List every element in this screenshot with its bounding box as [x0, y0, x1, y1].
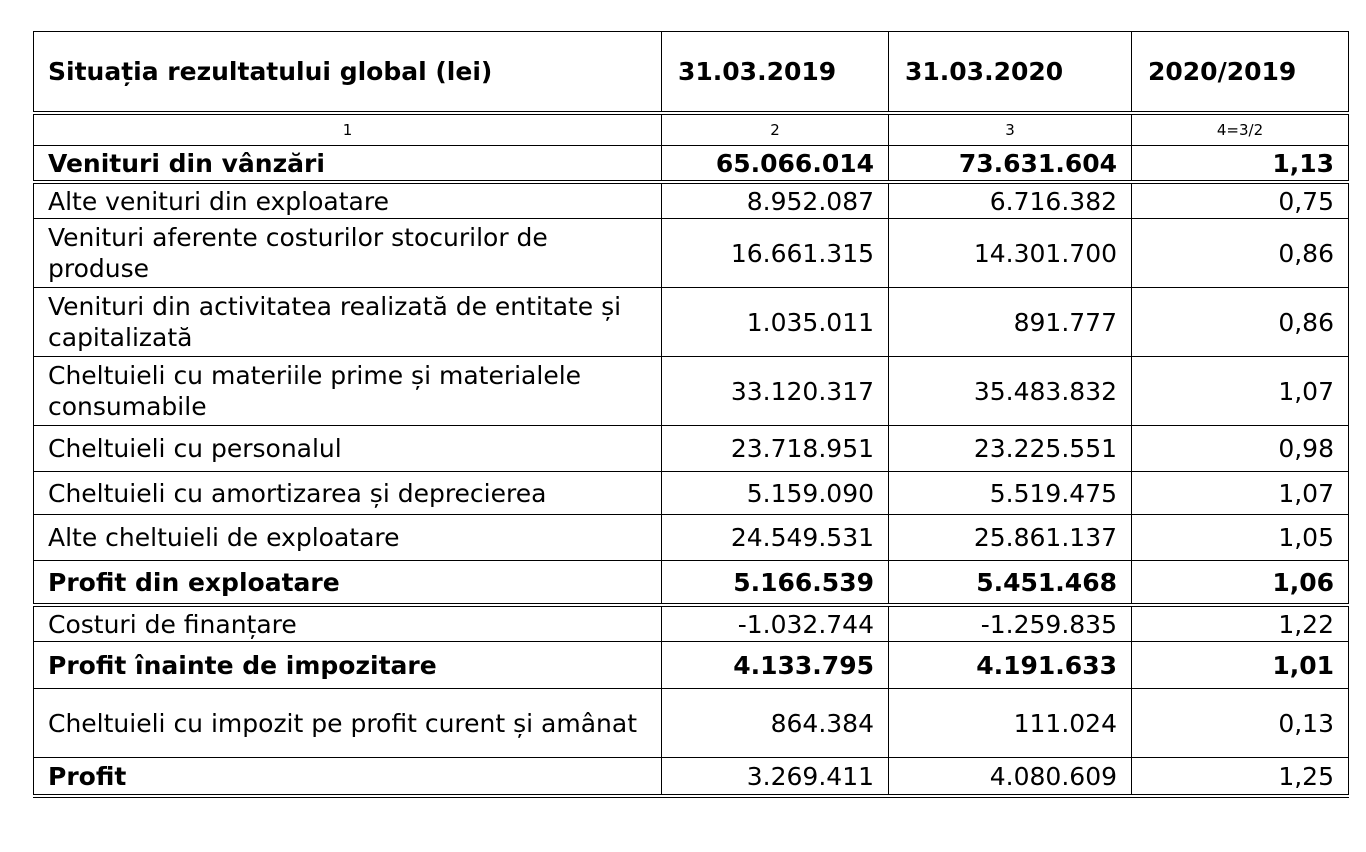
header-title: Situația rezultatului global (lei): [34, 32, 662, 114]
value-ratio: 0,98: [1132, 426, 1349, 472]
value-2020: 6.716.382: [889, 182, 1132, 219]
value-ratio: 0,13: [1132, 689, 1349, 758]
row-label: Venituri din activitatea realizată de entitate și capitalizată: [34, 288, 662, 357]
value-2019: 65.066.014: [662, 146, 889, 183]
value-2020: 5.519.475: [889, 472, 1132, 515]
value-2020: 73.631.604: [889, 146, 1132, 183]
row-label: Profit: [34, 758, 662, 797]
table-row: [34, 146, 1349, 183]
value-ratio: 1,01: [1132, 642, 1349, 689]
value-2019: 33.120.317: [662, 357, 889, 426]
header-2019: 31.03.2019: [662, 32, 889, 114]
value-ratio: 1,05: [1132, 515, 1349, 561]
table-row: [34, 472, 1349, 515]
row-label: Alte venituri din exploatare: [34, 182, 662, 219]
column-index-4: 4=3/2: [1132, 113, 1349, 146]
column-index-2: 2: [662, 113, 889, 146]
value-ratio: 0,86: [1132, 219, 1349, 288]
value-2019: 5.166.539: [662, 561, 889, 606]
header-row: [34, 32, 1349, 114]
value-ratio: 0,75: [1132, 182, 1349, 219]
value-2020: 14.301.700: [889, 219, 1132, 288]
header-ratio: 2020/2019: [1132, 32, 1349, 114]
value-2019: 1.035.011: [662, 288, 889, 357]
table-row: [34, 219, 1349, 288]
value-ratio: 1,13: [1132, 146, 1349, 183]
table-row: [34, 561, 1349, 606]
row-label: Costuri de finanțare: [34, 605, 662, 642]
table-row: [34, 357, 1349, 426]
table-row: [34, 182, 1349, 219]
table-row: [34, 605, 1349, 642]
value-2020: -1.259.835: [889, 605, 1132, 642]
value-2019: 4.133.795: [662, 642, 889, 689]
row-label: Profit înainte de impozitare: [34, 642, 662, 689]
value-2019: 16.661.315: [662, 219, 889, 288]
value-2019: -1.032.744: [662, 605, 889, 642]
header-2020: 31.03.2020: [889, 32, 1132, 114]
value-2020: 25.861.137: [889, 515, 1132, 561]
row-label: Alte cheltuieli de exploatare: [34, 515, 662, 561]
value-2020: 23.225.551: [889, 426, 1132, 472]
row-label: Cheltuieli cu amortizarea și deprecierea: [34, 472, 662, 515]
column-index-1: 1: [34, 113, 662, 146]
value-ratio: 1,07: [1132, 472, 1349, 515]
value-2019: 24.549.531: [662, 515, 889, 561]
value-2020: 4.191.633: [889, 642, 1132, 689]
column-index-3: 3: [889, 113, 1132, 146]
table-row: [34, 288, 1349, 357]
value-2019: 864.384: [662, 689, 889, 758]
row-label: Cheltuieli cu impozit pe profit curent și amânat: [34, 689, 662, 758]
table-row: [34, 758, 1349, 797]
value-2019: 23.718.951: [662, 426, 889, 472]
column-index-row: [34, 113, 1349, 146]
value-2019: 8.952.087: [662, 182, 889, 219]
value-2020: 5.451.468: [889, 561, 1132, 606]
value-2020: 891.777: [889, 288, 1132, 357]
value-ratio: 1,06: [1132, 561, 1349, 606]
value-ratio: 1,07: [1132, 357, 1349, 426]
value-2020: 111.024: [889, 689, 1132, 758]
value-ratio: 1,22: [1132, 605, 1349, 642]
table-row: [34, 642, 1349, 689]
income-statement-table: [33, 31, 1349, 798]
row-label: Profit din exploatare: [34, 561, 662, 606]
value-ratio: 0,86: [1132, 288, 1349, 357]
value-2019: 3.269.411: [662, 758, 889, 797]
row-label: Cheltuieli cu personalul: [34, 426, 662, 472]
table-row: [34, 689, 1349, 758]
row-label: Venituri din vânzări: [34, 146, 662, 183]
value-ratio: 1,25: [1132, 758, 1349, 797]
row-label: Cheltuieli cu materiile prime și materialele consumabile: [34, 357, 662, 426]
value-2020: 35.483.832: [889, 357, 1132, 426]
table-row: [34, 426, 1349, 472]
value-2019: 5.159.090: [662, 472, 889, 515]
row-label: Venituri aferente costurilor stocurilor de produse: [34, 219, 662, 288]
table-row: [34, 515, 1349, 561]
value-2020: 4.080.609: [889, 758, 1132, 797]
income-statement-container: [33, 31, 1348, 798]
